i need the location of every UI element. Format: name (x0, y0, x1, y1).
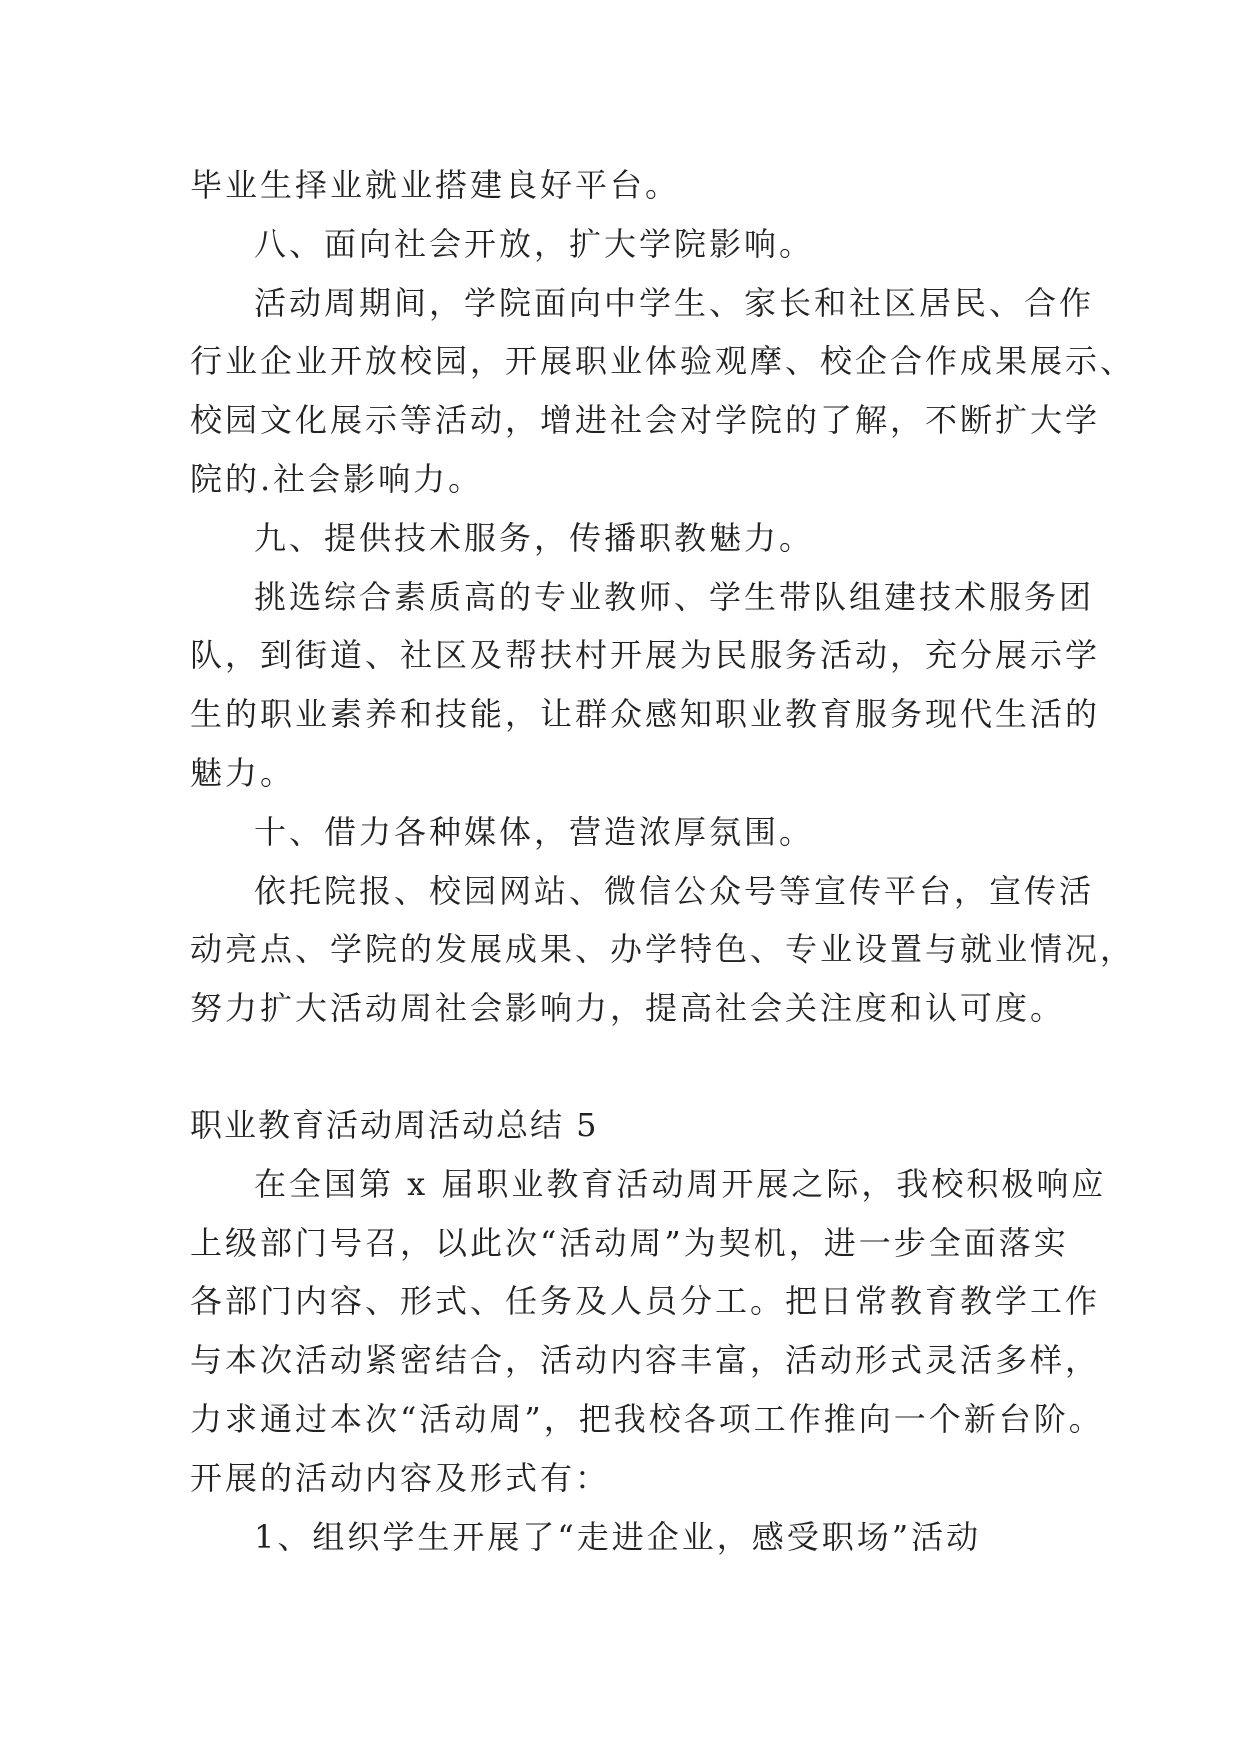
paragraph-line: 生的职业素养和技能，让群众感知职业教育服务现代生活的 (190, 695, 1101, 734)
paragraph-line: 行业企业开放校园，开展职业体验观摩、校企合作成果展示、 (190, 342, 1136, 381)
paragraph-line: 动亮点、学院的发展成果、办学特色、专业设置与就业情况， (190, 930, 1136, 969)
paragraph-line: 队，到街道、社区及帮扶村开展为民服务活动，充分展示学 (190, 636, 1101, 675)
paragraph-line: 各部门内容、形式、任务及人员分工。把日常教育教学工作 (190, 1282, 1101, 1321)
section-5-item-1: 1、组织学生开展了“走进企业，感受职场”活动 (254, 1517, 982, 1556)
paragraph-line: 在全国第 x 届职业教育活动周开展之际，我校积极响应 (254, 1164, 1107, 1203)
paragraph-line: 开展的活动内容及形式有： (190, 1458, 611, 1497)
section-5-title: 职业教育活动周活动总结 5 (190, 1105, 599, 1144)
paragraph-line: 与本次活动紧密结合，活动内容丰富，活动形式灵活多样， (190, 1341, 1101, 1380)
item-9-heading: 九、提供技术服务，传播职教魅力。 (254, 518, 815, 557)
paragraph-line: 努力扩大活动周社会影响力，提高社会关注度和认可度。 (190, 989, 1066, 1028)
paragraph-line: 依托院报、校园网站、微信公众号等宣传平台，宣传活 (254, 871, 1095, 910)
item-8-heading: 八、面向社会开放，扩大学院影响。 (254, 224, 815, 263)
document-body (190, 156, 1136, 1566)
section-gap (190, 1038, 1060, 1096)
paragraph-line: 毕业生择业就业搭建良好平台。 (190, 166, 681, 204)
paragraph-line: 校园文化展示等活动，增进社会对学院的了解，不断扩大学 (190, 401, 1101, 440)
item-10-heading: 十、借力各种媒体，营造浓厚氛围。 (254, 812, 815, 851)
paragraph-line: 活动周期间，学院面向中学生、家长和社区居民、合作 (254, 283, 1095, 322)
paragraph-line: 院的.社会影响力。 (190, 459, 484, 498)
paragraph-line: 魅力。 (190, 753, 296, 792)
paragraph-line: 力求通过本次“活动周”，把我校各项工作推向一个新台阶。 (190, 1399, 1104, 1438)
paragraph-line: 上级部门号召，以此次“活动周”为契机，进一步全面落实 (190, 1223, 1069, 1262)
paragraph-line: 挑选综合素质高的专业教师、学生带队组建技术服务团 (254, 577, 1095, 616)
